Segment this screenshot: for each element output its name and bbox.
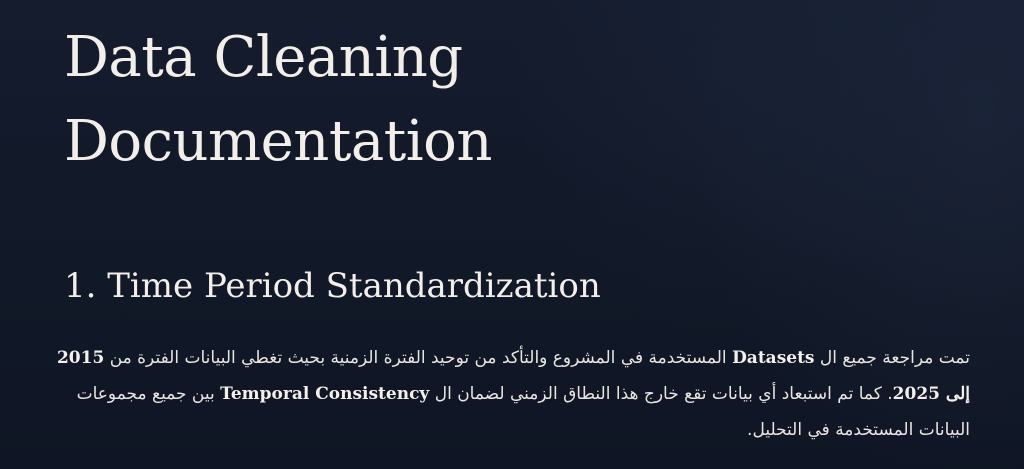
section-heading: 1. Time Period Standardization bbox=[64, 266, 601, 306]
paragraph-text-3: . كما تم استبعاد أي بيانات تقع خارج هذا النطاق الزمني لضمان ال bbox=[429, 384, 893, 404]
paragraph-text-4: بين جميع مجموعات البيانات المستخدمة في التحليل. bbox=[76, 384, 970, 440]
page-title bbox=[64, 16, 974, 184]
term-datasets: Datasets bbox=[732, 348, 815, 368]
document-page bbox=[64, 16, 974, 306]
date-range: 2015 إلى 2025 bbox=[56, 348, 970, 404]
paragraph-text-1: تمت مراجعة جميع ال bbox=[814, 348, 970, 368]
page-title-line-1: Data Cleaning bbox=[64, 25, 463, 90]
page-title-line-2: Documentation bbox=[64, 109, 492, 174]
section-paragraph bbox=[42, 340, 970, 448]
term-temporal-consistency: Temporal Consistency bbox=[220, 384, 430, 404]
paragraph-text-2: المستخدمة في المشروع والتأكد من توحيد الفترة الزمنية بحيث تغطي البيانات الفترة من bbox=[104, 348, 733, 368]
